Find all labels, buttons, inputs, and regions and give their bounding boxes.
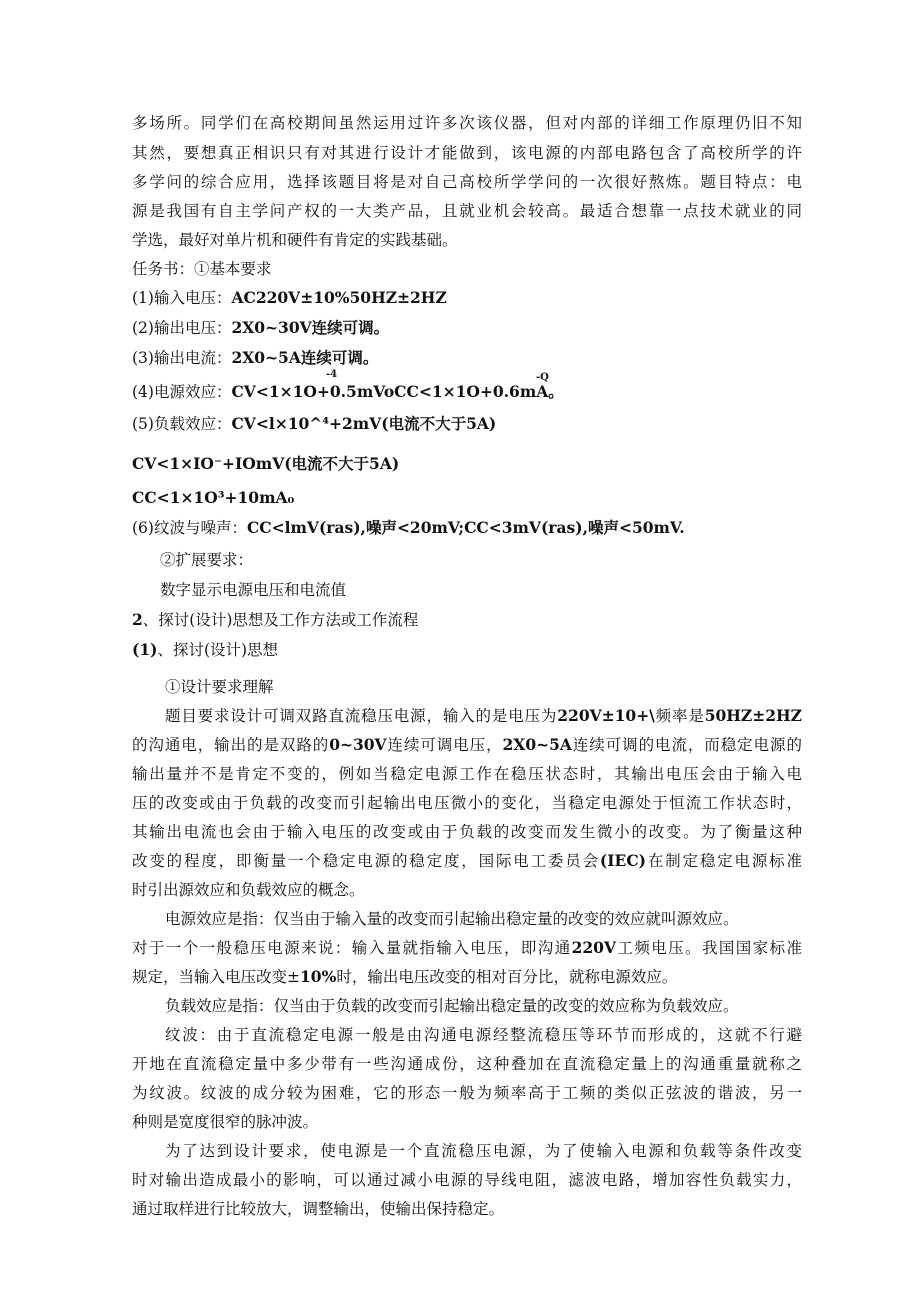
- req1-label: (1)输入电压：: [132, 289, 232, 307]
- req6-value: CC<lmV(ras),噪声<20mV;CC<3mV(ras),噪声<50mV.: [246, 518, 685, 537]
- requirement-2: [132, 318, 389, 338]
- ripple-line-1: 纹波：由于直流稳定电源一般是由沟通电源经整流稳压等环节而形成的，这就不行避: [165, 1026, 802, 1044]
- design-l1-frequency: 50HZ±2HZ: [704, 706, 802, 725]
- requirement-4: [132, 382, 564, 402]
- source-l3-percent: 10%: [300, 967, 337, 986]
- subsection-1-heading: [132, 640, 278, 660]
- design-l1-text-a: 题目要求设计可调双路直流稳压电源，输入的是电压为: [165, 707, 558, 725]
- design-line-3: 输出量并不是肯定不变的，例如当稳定电源工作在稳压状态时，其输出电压会由于输入电: [132, 765, 802, 783]
- goal-line-3: 通过取样进行比较放大，调整输出，使输出保持稳定。: [132, 1200, 505, 1218]
- design-line-4: 压的改变或由于负载的改变而引起输出电压微小的变化，当稳定电源处于恒流工作状态时，: [132, 794, 802, 812]
- source-l3-text-a: 规定，当输入电压改变±: [132, 968, 300, 986]
- section-2-title: 、探讨(设计)思想及工作方法或工作流程: [142, 611, 419, 629]
- design-line-1: [165, 706, 802, 726]
- intro-line-2: 其然，要想真正相识只有对其进行设计才能做到，该电源的内部电路包含了高校所学的许: [132, 144, 802, 162]
- cc-line: CC<1×1O³+10mA₀: [132, 488, 295, 507]
- goal-line-1: 为了达到设计要求，使电源是一个直流稳压电源，为了使输入电源和负载等条件改变: [165, 1142, 802, 1160]
- design-l6-text-c: 在制定稳定电源标准: [646, 852, 802, 870]
- req2-value: 2X0~30V连续可调。: [231, 318, 390, 337]
- requirement-6: [132, 518, 685, 538]
- design-l2-text-a: 的沟通电，输出的是双路的: [132, 736, 330, 754]
- ripple-line-4: 种则是宽度很窄的脉冲波。: [132, 1113, 319, 1131]
- design-line-2: [132, 735, 802, 755]
- req2-label: (2)输出电压：: [132, 319, 232, 337]
- source-l2-text-a: 对于一个一般稳压电源来说：输入量就指输入电压，即沟通: [132, 939, 572, 957]
- intro-line-3: 多学问的综合应用，选择该题目将是对自己高校所学学问的一次很好熬炼。题目特点：电: [132, 173, 802, 191]
- req5-value: CV<l×10^⁴+2mV(电流不大于5A): [231, 414, 497, 433]
- subsection-1-title: 、探讨(设计)思想: [157, 641, 279, 659]
- source-line-1: 电源效应是指：仅当由于输入量的改变而引起输出稳定量的改变的效应就叫源效应。: [165, 910, 739, 928]
- design-l1-voltage: 220V±10+\: [557, 706, 655, 725]
- design-line-5: 其输出电流也会由于输入电压的改变或由于负载的改变而发生微小的改变。为了衡量这种: [132, 823, 802, 841]
- req5-label: (5)负载效应：: [132, 415, 232, 433]
- requirement-1: [132, 288, 447, 308]
- design-line-7: 时引出源效应和负载效应的概念。: [132, 881, 365, 899]
- design-l2-text-c: 连续可调电压，: [386, 736, 503, 754]
- intro-line-5: 学选，最好对单片机和硬件有肯定的实践基础。: [132, 231, 458, 249]
- extension-heading: ②扩展要求：: [160, 551, 254, 569]
- design-line-6: [132, 851, 802, 871]
- ripple-line-3: 为纹波。纹波的成分较为困难，它的形态一般为频率高于工频的类似正弦波的谐波，另一: [132, 1084, 802, 1102]
- intro-line-4: 源是我国有自主学问产权的一大类产品，且就业机会较高。最适合想靠一点技术就业的同: [132, 202, 802, 220]
- requirement-3: [132, 348, 378, 368]
- req4-superscript-2: -Q: [536, 372, 549, 383]
- source-line-3: [132, 967, 677, 987]
- design-l1-text-c: 频率是: [654, 707, 705, 725]
- design-l2-current: 2X0~5A: [502, 735, 572, 754]
- req3-value: 2X0~5A连续可调。: [231, 348, 379, 367]
- req6-label: (6)纹波与噪声：: [132, 519, 247, 537]
- ripple-line-2: 开地在直流稳定量中多少带有一些沟通成份，这种叠加在直流稳定量上的沟通重量就称之: [132, 1055, 802, 1073]
- source-l3-text-c: 时，输出电压改变的相对百分比，就称电源效应。: [336, 968, 678, 986]
- req4-superscript-1: -4: [326, 369, 338, 380]
- design-understanding-heading: ①设计要求理解: [165, 678, 274, 696]
- intro-line-1: 多场所。同学们在高校期间虽然运用过许多次该仪器，但对内部的详细工作原理仍旧不知: [132, 114, 802, 132]
- goal-line-2: 时对输出造成最小的影响，可以通过减小电源的导线电阻，滤波电路，增加容性负载实力，: [132, 1171, 802, 1189]
- design-l2-voltage: 0~30V: [329, 735, 387, 754]
- subsection-1-number: (1): [132, 640, 158, 659]
- design-l6-iec: (IEC): [599, 851, 646, 870]
- section-2-number: 2: [132, 610, 143, 629]
- cv-line: CV<1×IO⁻+IOmV(电流不大于5A): [132, 454, 400, 473]
- source-l2-text-c: 工频电压。我国国家标准: [616, 939, 802, 957]
- task-heading: 任务书：①基本要求: [132, 260, 272, 278]
- extension-item: 数字显示电源电压和电流值: [160, 581, 347, 599]
- req4-value: CV<1×1O+0.5mVoCC<1×1O+0.6mA。: [231, 382, 564, 401]
- design-l6-text-a: 改变的程度，即衡量一个稳定电源的稳定度，国际电工委员会: [132, 852, 600, 870]
- requirement-5: [132, 414, 496, 434]
- req4-label: (4)电源效应：: [132, 383, 232, 401]
- design-l2-text-e: 连续可调的电流，而稳定电源的: [571, 736, 802, 754]
- load-effect-line: 负载效应是指：仅当由于负载的改变而引起输出稳定量的改变的效应称为负载效应。: [165, 997, 739, 1015]
- section-2-heading: [132, 610, 418, 630]
- req1-value: AC220V±10%50HZ±2HZ: [231, 288, 447, 307]
- source-line-2: [132, 938, 802, 958]
- source-l2-voltage: 220V: [571, 938, 616, 957]
- req3-label: (3)输出电流：: [132, 349, 232, 367]
